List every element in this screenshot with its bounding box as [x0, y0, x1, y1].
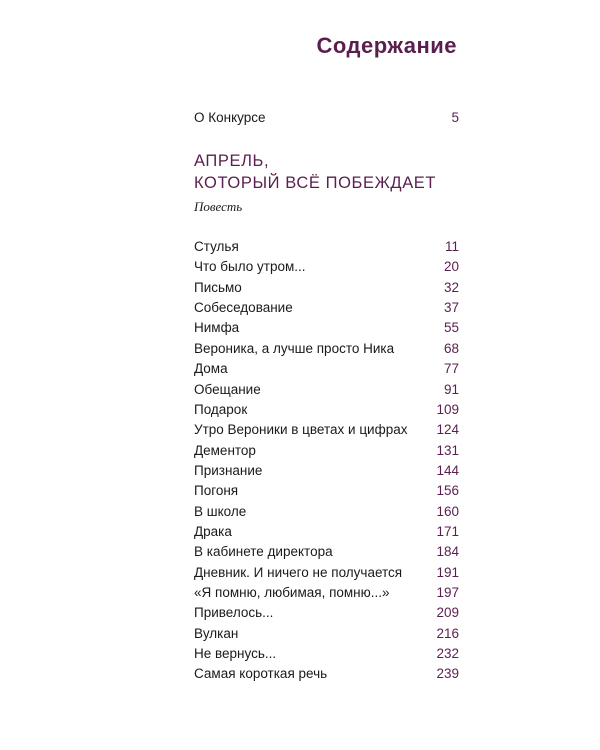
toc-entry-label: Самая короткая речь	[194, 666, 328, 682]
toc-entry-label: «Я помню, любимая, помню...»	[194, 585, 390, 600]
toc-entry-page: 160	[436, 503, 459, 519]
toc-entry[interactable]	[194, 605, 459, 621]
toc-entry[interactable]	[194, 666, 459, 682]
toc-entry-label: Собеседование	[194, 300, 293, 316]
toc-entry[interactable]	[194, 544, 459, 560]
toc-entry-page: 68	[443, 340, 459, 356]
toc-entry[interactable]	[194, 626, 459, 642]
toc-entry-label: Нимфа	[194, 320, 240, 336]
toc-entry-page: 37	[443, 300, 459, 316]
toc-entry-label: Драка	[194, 523, 232, 539]
toc-entry-label: Не вернусь...	[194, 646, 277, 661]
toc-entry[interactable]	[194, 565, 459, 581]
toc-entry[interactable]	[194, 259, 459, 275]
toc-entry-label: Подарок	[194, 401, 248, 417]
toc-entry-page: 32	[443, 279, 459, 295]
toc-entry-page: 209	[436, 605, 459, 621]
section-title-line2: КОТОРЫЙ ВСЁ ПОБЕЖДАЕТ	[194, 174, 437, 192]
toc-entry-page: 77	[443, 361, 459, 377]
toc-entry-page: 156	[436, 483, 459, 499]
toc-entry-label: Стулья	[194, 239, 239, 254]
toc-entry-page: 20	[443, 259, 459, 275]
toc-entry[interactable]	[194, 585, 459, 601]
toc-entry[interactable]	[194, 422, 459, 438]
toc-entry-page: 239	[436, 666, 459, 682]
toc-entry-page: 191	[436, 564, 459, 580]
section-title-line1: АПРЕЛЬ,	[194, 152, 270, 170]
toc-entry-label: В кабинете директора	[194, 544, 333, 560]
toc-entry[interactable]	[194, 300, 459, 316]
toc-entry-page: 184	[436, 544, 459, 560]
toc-entry-label: Обещание	[194, 381, 261, 397]
toc-entry-page: 124	[436, 422, 459, 438]
toc-entry-page: 11	[444, 239, 459, 254]
toc-entry[interactable]	[194, 361, 459, 377]
toc-entry-page: 55	[443, 320, 459, 336]
toc-entry-page: 144	[436, 462, 459, 478]
toc-entry[interactable]	[194, 382, 459, 398]
toc-entry-label: Письмо	[194, 279, 242, 295]
toc-entry[interactable]	[194, 524, 459, 540]
toc-title: Содержание	[316, 33, 457, 58]
toc-entry-label: Дневник. И ничего не получается	[194, 564, 403, 580]
toc-entry-label: Вероника, а лучше просто Ника	[194, 340, 395, 356]
toc-entry-page: 216	[436, 625, 459, 641]
toc-entry-label: Привелось...	[194, 605, 274, 621]
toc-entry[interactable]	[194, 402, 459, 418]
toc-entry[interactable]	[194, 463, 459, 479]
toc-entry-label: Дома	[194, 361, 228, 377]
toc-entry[interactable]	[194, 341, 459, 357]
toc-entry-page: 131	[436, 442, 459, 458]
toc-entry-page: 109	[436, 401, 459, 417]
toc-entry-label: О Конкурсе	[194, 110, 266, 125]
section-subtitle: Повесть	[194, 199, 243, 214]
toc-entry[interactable]	[194, 320, 459, 336]
toc-entry-page: 197	[436, 585, 459, 600]
toc-entry[interactable]	[194, 483, 459, 499]
toc-entry[interactable]	[194, 239, 459, 255]
toc-entry-page: 232	[436, 646, 459, 661]
toc-entry-label: Что было утром...	[194, 259, 306, 275]
toc-entry-page: 91	[443, 381, 459, 397]
toc-entry-label: Дементор	[194, 442, 256, 458]
toc-entry[interactable]	[194, 646, 459, 662]
toc-entry-label: В школе	[194, 503, 247, 519]
toc-entry-page: 171	[436, 523, 459, 539]
toc-entry-label: Погоня	[194, 483, 239, 499]
toc-entry-label: Утро Вероники в цветах и цифрах	[194, 422, 408, 438]
toc-entry[interactable]	[194, 443, 459, 459]
toc-entry[interactable]	[194, 504, 459, 520]
toc-entry-page: 5	[451, 110, 459, 125]
toc-entry-label: Вулкан	[194, 625, 239, 641]
toc-entry-label: Признание	[194, 462, 263, 478]
toc-entry[interactable]	[194, 280, 459, 296]
